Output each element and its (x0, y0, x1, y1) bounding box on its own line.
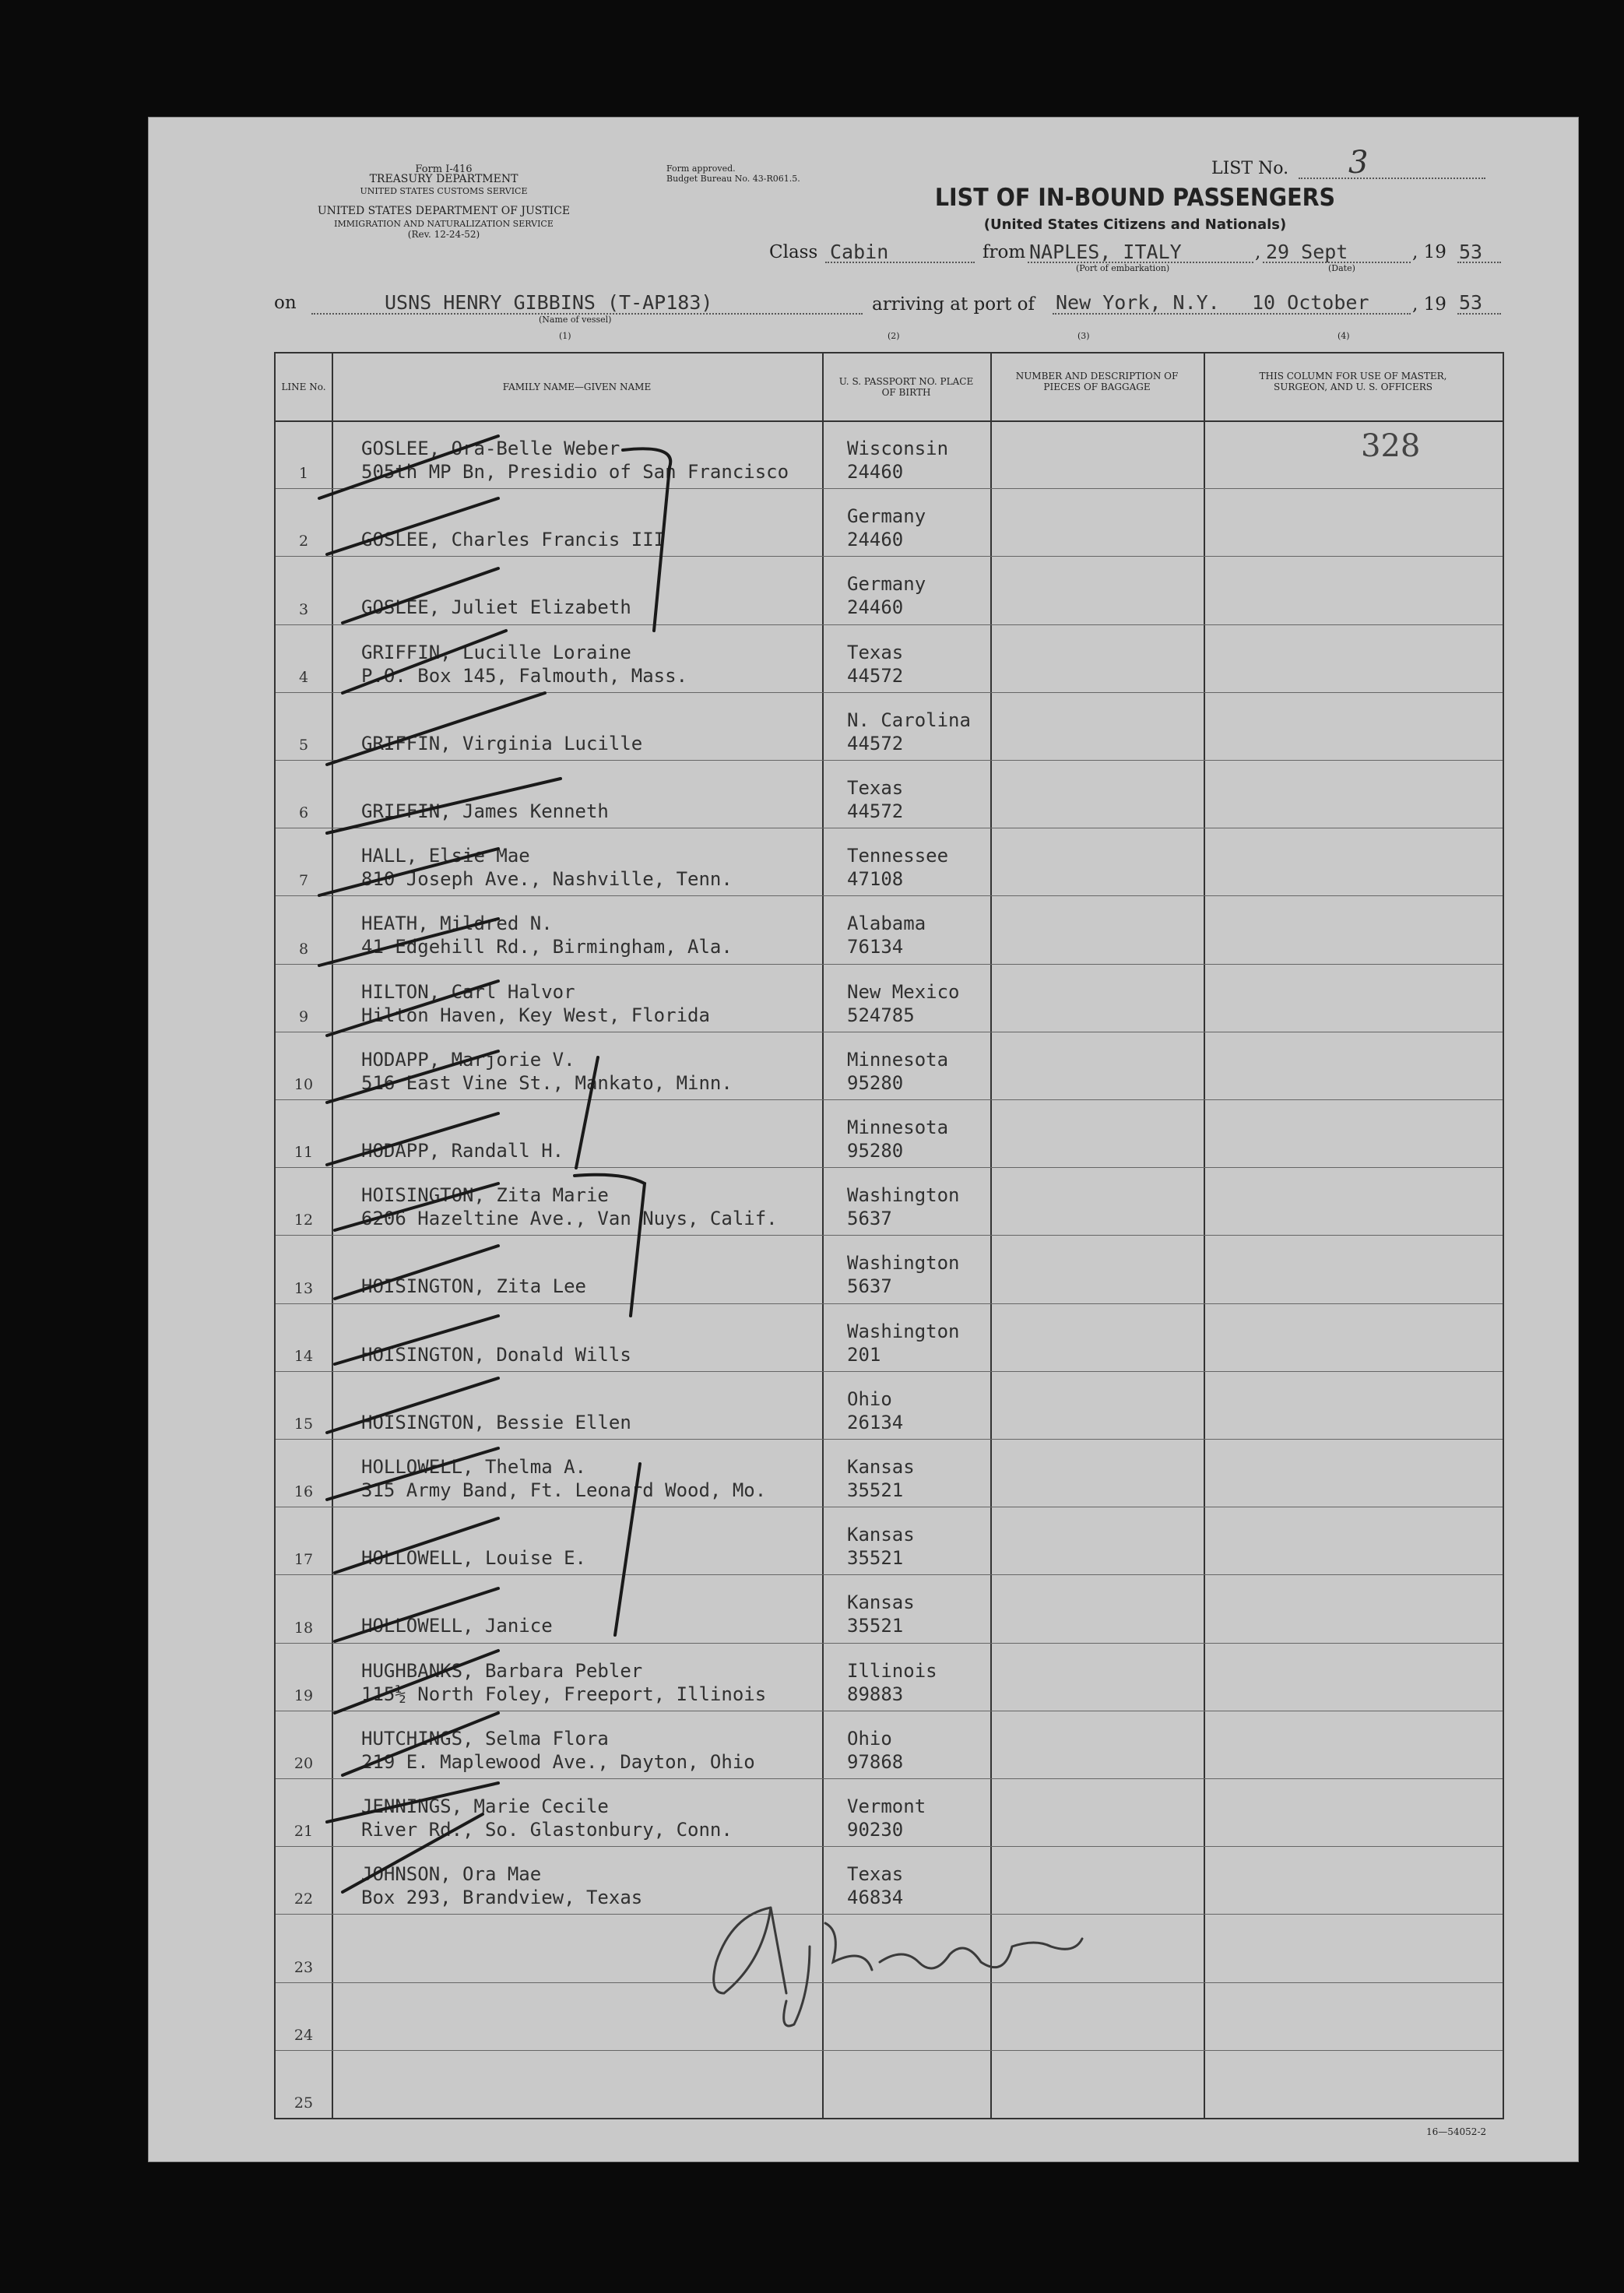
passenger-address: Hilton Haven, Key West, Florida (361, 1004, 710, 1026)
passport-number: 524785 (847, 1004, 915, 1026)
passenger-address: HOISINGTON, Donald Wills (361, 1343, 631, 1366)
header-passport: U. S. PASSPORT NO. PLACE OF BIRTH (838, 376, 974, 398)
col-3-label: (3) (1077, 331, 1090, 341)
passport-number: 95280 (847, 1071, 904, 1094)
customs-service: UNITED STATES CUSTOMS SERVICE (360, 186, 528, 196)
passenger-address: River Rd., So. Glastonbury, Conn. (361, 1819, 733, 1841)
place-of-birth: Germany (847, 573, 926, 596)
passenger-address: Box 293, Brandview, Texas (361, 1887, 643, 1909)
place-of-birth: Texas (847, 1863, 904, 1886)
line-number: 15 (294, 1416, 314, 1433)
from-label: from (982, 242, 1026, 262)
passenger-name: GRIFFIN, Lucille Loraine (361, 641, 631, 663)
passenger-name: HALL, Elsie Mae (361, 845, 530, 867)
place-of-birth: Ohio (847, 1727, 892, 1750)
form-number: Form I-416 (415, 164, 473, 175)
place-of-birth: Texas (847, 641, 904, 663)
list-number: 3 (1348, 145, 1369, 181)
line-number: 20 (294, 1755, 314, 1772)
passport-number: 35521 (847, 1615, 904, 1637)
passport-number: 24460 (847, 461, 904, 483)
place-of-birth: Kansas (847, 1591, 915, 1614)
line-number: 5 (298, 737, 309, 754)
officer-note: 328 (1361, 428, 1421, 464)
place-of-birth: New Mexico (847, 980, 960, 1003)
passenger-name: HOLLOWELL, Thelma A. (361, 1456, 586, 1478)
passport-number: 90230 (847, 1819, 904, 1841)
line-number: 7 (298, 872, 309, 890)
place-of-birth: Tennessee (847, 845, 949, 867)
date-caption: (Date) (1328, 263, 1355, 273)
line-number: 16 (294, 1483, 314, 1501)
passenger-address: GOSLEE, Charles Francis III (361, 529, 666, 551)
passenger-address: GOSLEE, Juliet Elizabeth (361, 596, 631, 619)
passport-number: 89883 (847, 1683, 904, 1705)
col-4-label: (4) (1338, 331, 1350, 341)
line-number: 11 (294, 1144, 314, 1162)
line-number: 14 (294, 1347, 314, 1365)
page-subtitle: (United States Citizens and Nationals) (983, 216, 1287, 233)
signature (714, 1908, 1082, 2026)
place-of-birth: Minnesota (847, 1117, 949, 1138)
passenger-address: 315 Army Band, Ft. Leonard Wood, Mo. (361, 1479, 767, 1501)
passenger-address: 41 Edgehill Rd., Birmingham, Ala. (361, 936, 733, 958)
list-label: LIST No. (1211, 159, 1289, 178)
place-of-birth: Germany (847, 505, 926, 528)
line-number: 9 (298, 1008, 309, 1025)
vessel-value: USNS HENRY GIBBINS (T-AP183) (385, 291, 713, 314)
passenger-address: HOISINGTON, Bessie Ellen (361, 1411, 631, 1433)
passport-number: 26134 (847, 1411, 904, 1433)
form-approved: Form approved. (666, 164, 736, 174)
arrival-port: New York, N.Y. (1056, 291, 1220, 314)
passport-number: 97868 (847, 1750, 904, 1773)
line-number: 13 (294, 1279, 314, 1297)
class-label: Class (769, 242, 818, 262)
passport-number: 35521 (847, 1479, 904, 1501)
passenger-name: HUTCHINGS, Selma Flora (361, 1727, 609, 1750)
place-of-birth: N. Carolina (847, 709, 971, 731)
line-number: 6 (298, 804, 309, 822)
line-number: 17 (294, 1551, 314, 1569)
passenger-name: GOSLEE, Ora-Belle Weber (361, 438, 620, 459)
year-prefix: , 19 (1412, 242, 1446, 262)
passenger-address: HOISINGTON, Zita Lee (361, 1275, 586, 1298)
line-number: 12 (294, 1212, 314, 1229)
justice-dept: UNITED STATES DEPARTMENT OF JUSTICE (317, 205, 571, 217)
line-number: 8 (298, 940, 309, 958)
port-caption: (Port of embarkation) (1076, 263, 1170, 273)
place-of-birth: Texas (847, 777, 904, 799)
place-of-birth: Kansas (847, 1524, 915, 1546)
revision: (Rev. 12-24-52) (407, 229, 480, 240)
passport-number: 24460 (847, 596, 904, 619)
passenger-address: 115½ North Foley, Freeport, Illinois (361, 1683, 767, 1705)
place-of-birth: Alabama (847, 913, 926, 935)
passenger-address: P.O. Box 145, Falmouth, Mass. (361, 664, 688, 687)
passport-number: 24460 (847, 529, 904, 551)
place-of-birth: Wisconsin (847, 438, 949, 459)
passenger-name: HUGHBANKS, Barbara Pebler (361, 1659, 643, 1682)
place-of-birth: Washington (847, 1252, 960, 1275)
place-of-birth: Minnesota (847, 1048, 949, 1071)
line-number: 3 (298, 600, 309, 618)
line-number: 22 (294, 1890, 314, 1908)
line-number: 23 (294, 1958, 314, 1976)
page-title: LIST OF IN-BOUND PASSENGERS (934, 184, 1336, 212)
place-of-birth: Vermont (847, 1795, 926, 1817)
passenger-address: 505th MP Bn, Presidio of San Francisco (361, 461, 789, 483)
header-line-no: LINE No. (281, 382, 326, 392)
place-of-birth: Kansas (847, 1456, 915, 1478)
passenger-address: 810 Joseph Ave., Nashville, Tenn. (361, 868, 733, 891)
passenger-address: HODAPP, Randall H. (361, 1140, 564, 1162)
place-of-birth: Illinois (847, 1659, 937, 1682)
passport-number: 201 (847, 1343, 881, 1366)
year-value: 53 (1459, 241, 1483, 263)
header-name: FAMILY NAME—GIVEN NAME (502, 382, 652, 392)
arrival-year-prefix: , 19 (1412, 294, 1446, 315)
arriving-label: arriving at port of (872, 294, 1035, 315)
passenger-name: HODAPP, Marjorie V. (361, 1048, 575, 1071)
place-of-birth: Washington (847, 1184, 960, 1207)
class-value: Cabin (830, 241, 889, 263)
passenger-address: GRIFFIN, James Kenneth (361, 800, 609, 822)
passport-number: 76134 (847, 936, 904, 958)
passenger-address: 219 E. Maplewood Ave., Dayton, Ohio (361, 1750, 755, 1773)
passenger-name: JOHNSON, Ora Mae (361, 1863, 542, 1886)
arrival-year: 53 (1459, 291, 1483, 314)
on-label: on (274, 293, 297, 313)
header-officers: THIS COLUMN FOR USE OF MASTER, SURGEON, AND U. S. OFFICERS (1259, 371, 1447, 392)
passenger-name: JENNINGS, Marie Cecile (361, 1795, 609, 1817)
passenger-address: 516 East Vine St., Mankato, Minn. (361, 1071, 733, 1094)
line-number: 24 (294, 2026, 314, 2044)
from-value: NAPLES, ITALY (1029, 241, 1182, 263)
vessel-caption: (Name of vessel) (539, 315, 612, 325)
passport-number: 5637 (847, 1275, 892, 1298)
passport-number: 35521 (847, 1547, 904, 1570)
passport-number: 44572 (847, 664, 904, 687)
treasury-dept: TREASURY DEPARTMENT (369, 173, 518, 185)
col-1-label: (1) (559, 331, 571, 341)
passenger-address: 6206 Hazeltine Ave., Van Nuys, Calif. (361, 1208, 778, 1230)
line-number: 21 (294, 1823, 314, 1841)
passenger-name: HOISINGTON, Zita Marie (361, 1184, 609, 1207)
passport-number: 44572 (847, 732, 904, 754)
line-number: 2 (298, 533, 309, 550)
passport-number: 95280 (847, 1140, 904, 1162)
budget-bureau: Budget Bureau No. 43-R061.5. (666, 174, 800, 184)
passenger-address: HOLLOWELL, Louise E. (361, 1547, 586, 1570)
comma: , (1255, 242, 1261, 262)
footer-code: 16—54052-2 (1426, 2126, 1487, 2137)
passport-number: 47108 (847, 868, 904, 891)
ins-service: IMMIGRATION AND NATURALIZATION SERVICE (334, 219, 554, 229)
col-2-label: (2) (888, 331, 900, 341)
place-of-birth: Ohio (847, 1387, 892, 1410)
place-of-birth: Washington (847, 1320, 960, 1342)
line-number: 18 (294, 1619, 314, 1637)
passenger-name: HILTON, Carl Halvor (361, 980, 575, 1003)
line-number: 1 (298, 465, 309, 483)
date-value: 29 Sept (1266, 241, 1348, 263)
line-number: 19 (294, 1686, 314, 1704)
arrival-date: 10 October (1252, 291, 1369, 314)
passport-number: 5637 (847, 1208, 892, 1230)
passenger-address: GRIFFIN, Virginia Lucille (361, 732, 643, 754)
passport-number: 44572 (847, 800, 904, 822)
line-number: 25 (294, 2094, 314, 2112)
passenger-name: HEATH, Mildred N. (361, 913, 553, 935)
passenger-address: HOLLOWELL, Janice (361, 1615, 553, 1637)
line-number: 4 (298, 668, 309, 686)
header-baggage: NUMBER AND DESCRIPTION OF PIECES OF BAGGAGE (1015, 371, 1179, 392)
passport-number: 46834 (847, 1887, 904, 1909)
line-number: 10 (294, 1076, 314, 1093)
